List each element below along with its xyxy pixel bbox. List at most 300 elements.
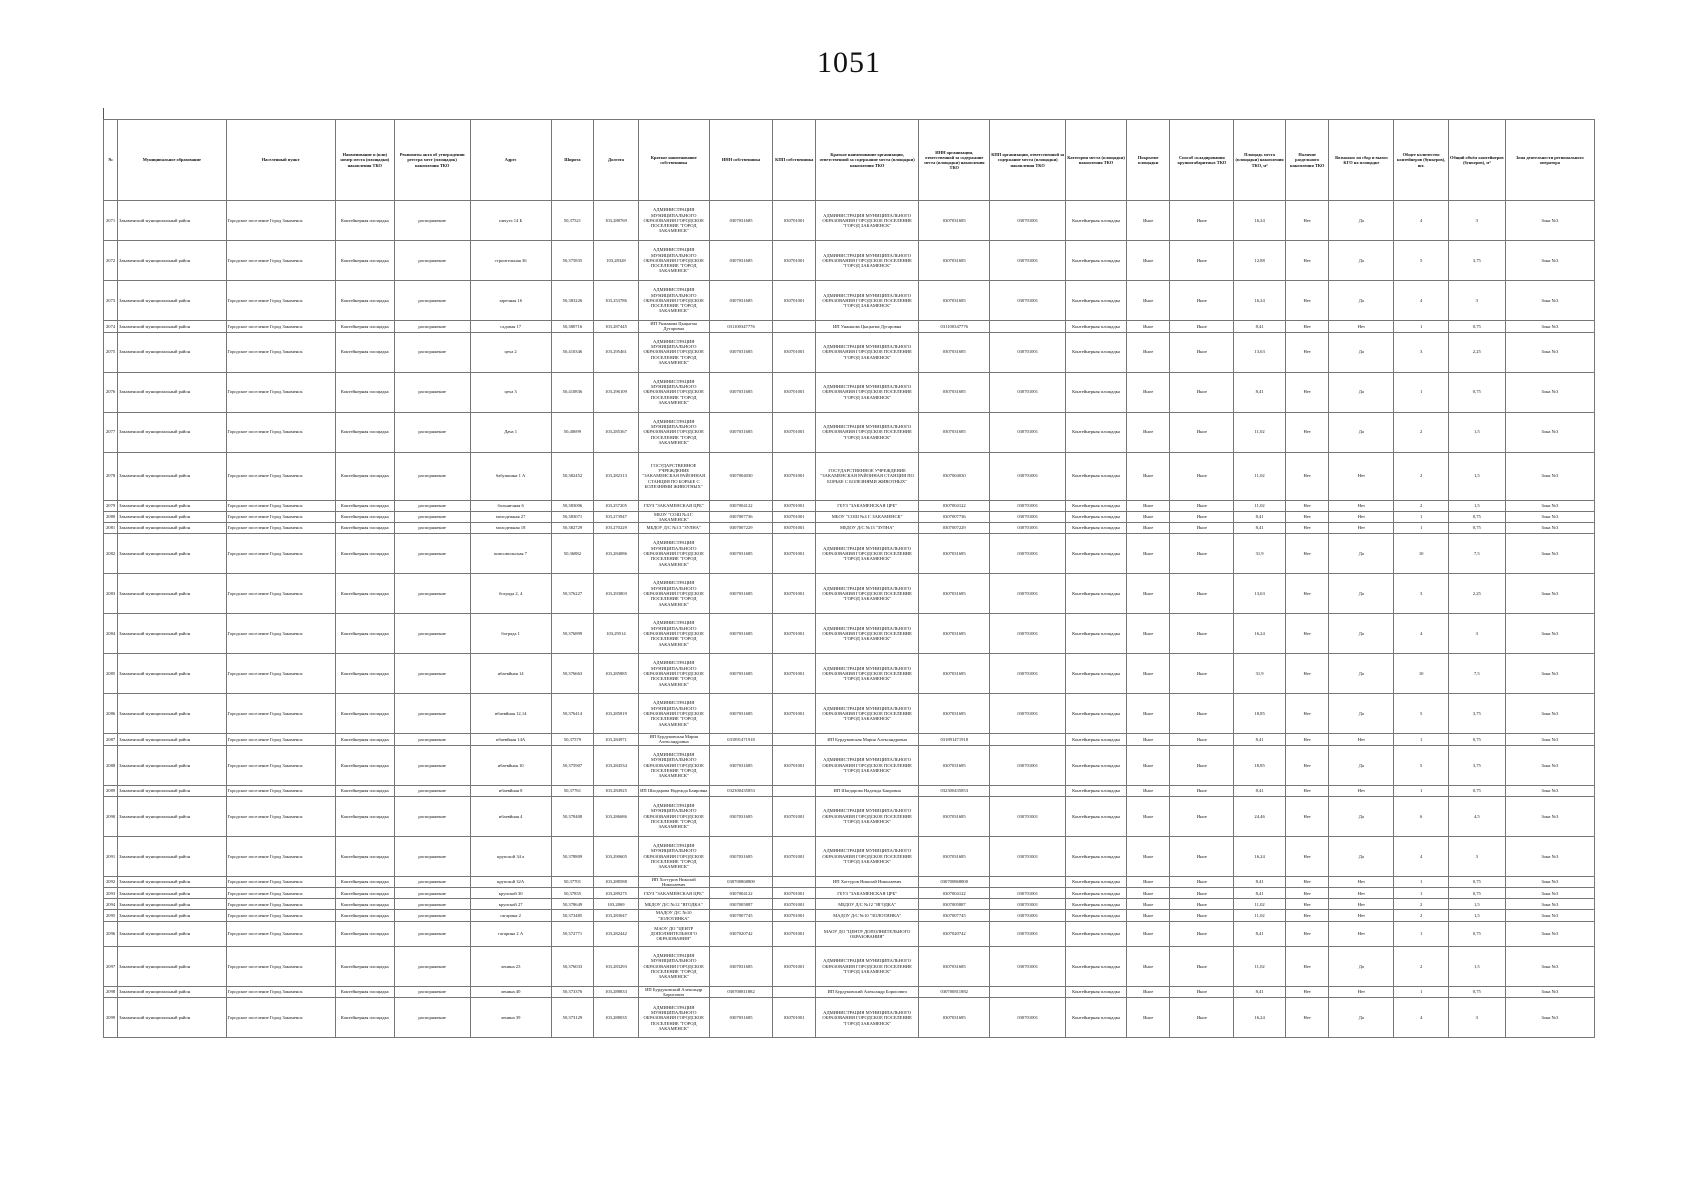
cell-can: Да (1329, 614, 1394, 654)
cell-cov: Иное (1126, 574, 1170, 614)
cell-cov: Иное (1126, 745, 1170, 785)
cell-cnt: 4 (1394, 201, 1449, 241)
cell-oinn: 0307031685 (919, 654, 990, 694)
cell-addr: бабушкина 1 А (470, 452, 551, 500)
table-row (104, 888, 1595, 899)
cell-okpp: 030701001 (990, 614, 1066, 654)
cell-lon: 103,284534 (594, 745, 639, 785)
cell-okpp: 030701001 (990, 654, 1066, 694)
cell-addr: гагарина 2 А (470, 921, 551, 946)
cell-act: распоряжение (394, 241, 470, 281)
table-row (104, 321, 1595, 333)
cell-zone: Зона №3 (1505, 452, 1594, 500)
cell-org: МАДОУ Д/С №10 "ЗОЛОТИНКА" (815, 910, 918, 922)
cell-vol: 0,75 (1448, 321, 1505, 333)
cell-n: 2071 (104, 201, 118, 241)
cell-cnt: 2 (1394, 946, 1449, 986)
table-row (104, 745, 1595, 785)
cell-np: Городское поселение Город Закаменск (226, 876, 335, 888)
cell-addr: крупской 32А (470, 876, 551, 888)
cell-name: Контейнерная площадка (335, 998, 394, 1038)
cell-can: Да (1329, 412, 1394, 452)
cell-kgo: Иное (1170, 452, 1234, 500)
cell-own: АДМИНИСТРАЦИЯ МУНИЦИПАЛЬНОГО ОБРАЗОВАНИЯ ГОРОДСКОЕ ПОСЕЛЕНИЕ "ГОРОД ЗАКАМЕНСК" (638, 534, 709, 574)
cell-kgo: Иное (1170, 372, 1234, 412)
header-cell: ИНН собственника (709, 120, 773, 201)
table-row (104, 946, 1595, 986)
cell-np: Городское поселение Город Закаменск (226, 332, 335, 372)
cell-lat: 50,383226 (551, 281, 594, 321)
cell-name: Контейнерная площадка (335, 694, 394, 734)
cell-inn: 0307004122 (709, 888, 773, 899)
cell-kgo: Иное (1170, 332, 1234, 372)
cell-cat: Контейнерная площадка (1066, 201, 1127, 241)
cell-sep: Нет (1285, 694, 1329, 734)
cell-act: распоряжение (394, 372, 470, 412)
cell-kpp (773, 986, 816, 998)
cell-area: 13,63 (1234, 574, 1286, 614)
cell-zone: Зона №3 (1505, 654, 1594, 694)
cell-can: Да (1329, 946, 1394, 986)
cell-zone: Зона №3 (1505, 796, 1594, 836)
cell-cov: Иное (1126, 946, 1170, 986)
cell-addr: крупской 27 (470, 899, 551, 910)
cell-inn: 0307031685 (709, 574, 773, 614)
cell-cov: Иное (1126, 534, 1170, 574)
cell-cnt: 4 (1394, 281, 1449, 321)
cell-cnt: 1 (1394, 888, 1449, 899)
cell-org: АДМИНИСТРАЦИЯ МУНИЦИПАЛЬНОГО ОБРАЗОВАНИЯ ГОРОДСКОЕ ПОСЕЛЕНИЕ "ГОРОД ЗАКАМЕНСК" (815, 534, 918, 574)
cell-inn: 030700868800 (709, 876, 773, 888)
cell-oinn: 030700811882 (919, 986, 990, 998)
cell-act: распоряжение (394, 745, 470, 785)
cell-oinn: 0307031685 (919, 998, 990, 1038)
header-cell: Покрытие площадки (1126, 120, 1170, 201)
header-cell: ИНН организации, ответственной за содержание места (площадки) накопления ТКО (919, 120, 990, 201)
cell-own: АДМИНИСТРАЦИЯ МУНИЦИПАЛЬНОГО ОБРАЗОВАНИЯ ГОРОДСКОЕ ПОСЕЛЕНИЕ "ГОРОД ЗАКАМЕНСК" (638, 281, 709, 321)
cell-kpp: 030701001 (773, 998, 816, 1038)
cell-zone: Зона №3 (1505, 785, 1594, 796)
cell-org: АДМИНИСТРАЦИЯ МУНИЦИПАЛЬНОГО ОБРАЗОВАНИЯ ГОРОДСКОЕ ПОСЕЛЕНИЕ "ГОРОД ЗАКАМЕНСК" (815, 412, 918, 452)
cell-inn: 0307020742 (709, 921, 773, 946)
cell-cov: Иное (1126, 500, 1170, 511)
cell-sep: Нет (1285, 876, 1329, 888)
cell-np: Городское поселение Город Закаменск (226, 899, 335, 910)
cell-can: Нет (1329, 899, 1394, 910)
cell-sep: Нет (1285, 910, 1329, 922)
cell-org: АДМИНИСТРАЦИЯ МУНИЦИПАЛЬНОГО ОБРАЗОВАНИЯ ГОРОДСКОЕ ПОСЕЛЕНИЕ "ГОРОД ЗАКАМЕНСК" (815, 372, 918, 412)
cell-kpp: 030701001 (773, 500, 816, 511)
cell-own: МБДОУ Д/С №13 "ЗУЛНА" (638, 523, 709, 534)
cell-own: АДМИНИСТРАЦИЯ МУНИЦИПАЛЬНОГО ОБРАЗОВАНИЯ ГОРОДСКОЕ ПОСЕЛЕНИЕ "ГОРОД ЗАКАМЕНСК" (638, 654, 709, 694)
cell-cnt: 4 (1394, 998, 1449, 1038)
cell-org: МБДОУ Д/С №13 "ЗУЛНА" (815, 523, 918, 534)
cell-cat: Контейнерная площадка (1066, 452, 1127, 500)
cell-act: распоряжение (394, 796, 470, 836)
cell-n: 2086 (104, 694, 118, 734)
cell-cat: Контейнерная площадка (1066, 574, 1127, 614)
cell-act: распоряжение (394, 910, 470, 922)
cell-kgo: Иное (1170, 321, 1234, 333)
cell-okpp: 030701001 (990, 281, 1066, 321)
cell-np: Городское поселение Город Закаменск (226, 998, 335, 1038)
cell-okpp: 030701001 (990, 888, 1066, 899)
cell-act: распоряжение (394, 412, 470, 452)
cell-cov: Иное (1126, 888, 1170, 899)
cell-oinn: 0307020742 (919, 921, 990, 946)
cell-cnt: 2 (1394, 910, 1449, 922)
cell-sep: Нет (1285, 332, 1329, 372)
cell-lat: 50,375835 (551, 241, 594, 281)
cell-cov: Иное (1126, 201, 1170, 241)
table-row (104, 500, 1595, 511)
cell-addr: ленина 39 (470, 998, 551, 1038)
table-row (104, 452, 1595, 500)
cell-own: АДМИНИСТРАЦИЯ МУНИЦИПАЛЬНОГО ОБРАЗОВАНИЯ ГОРОДСКОЕ ПОСЕЛЕНИЕ "ГОРОД ЗАКАМЕНСК" (638, 332, 709, 372)
cell-kgo: Иное (1170, 201, 1234, 241)
cell-np: Городское поселение Город Закаменск (226, 372, 335, 412)
cell-cat: Контейнерная площадка (1066, 876, 1127, 888)
cell-zone: Зона №3 (1505, 888, 1594, 899)
cell-cat: Контейнерная площадка (1066, 899, 1127, 910)
cell-lat: 50,376899 (551, 614, 594, 654)
cell-area: 11,02 (1234, 946, 1286, 986)
cell-can: Да (1329, 998, 1394, 1038)
cell-can: Да (1329, 372, 1394, 412)
cell-cat: Контейнерная площадка (1066, 534, 1127, 574)
cell-cnt: 1 (1394, 372, 1449, 412)
cell-np: Городское поселение Город Закаменск (226, 281, 335, 321)
cell-area: 11,02 (1234, 452, 1286, 500)
cell-oinn: 0307031685 (919, 796, 990, 836)
cell-name: Контейнерная площадка (335, 500, 394, 511)
cell-sep: Нет (1285, 534, 1329, 574)
cell-org: ГБУЗ "ЗАКАМЕНСКАЯ ЦРБ" (815, 500, 918, 511)
header-cell: Зона деятельности регионального оператора (1505, 120, 1594, 201)
cell-cnt: 3 (1394, 332, 1449, 372)
cell-org: АДМИНИСТРАЦИЯ МУНИЦИПАЛЬНОГО ОБРАЗОВАНИЯ ГОРОДСКОЕ ПОСЕЛЕНИЕ "ГОРОД ЗАКАМЕНСК" (815, 241, 918, 281)
cell-can: Да (1329, 654, 1394, 694)
cell-own: МБОУ "СОШ №4 Г. ЗАКАМЕНСК" (638, 511, 709, 523)
cell-name: Контейнерная площадка (335, 899, 394, 910)
cell-cov: Иное (1126, 281, 1170, 321)
cell-zone: Зона №3 (1505, 332, 1594, 372)
cell-n: 2073 (104, 281, 118, 321)
cell-act: распоряжение (394, 694, 470, 734)
cell-kgo: Иное (1170, 910, 1234, 922)
cell-act: распоряжение (394, 574, 470, 614)
cell-okpp: 030701001 (990, 500, 1066, 511)
cell-vol: 0,75 (1448, 372, 1505, 412)
waste-sites-register-table (103, 119, 1595, 1038)
cell-mo: Закаменский муниципальный район (118, 452, 226, 500)
cell-oinn: 0307031685 (919, 372, 990, 412)
cell-zone: Зона №3 (1505, 876, 1594, 888)
cell-name: Контейнерная площадка (335, 534, 394, 574)
cell-n: 2088 (104, 745, 118, 785)
cell-vol: 3,75 (1448, 745, 1505, 785)
cell-okpp: 030701001 (990, 745, 1066, 785)
cell-act: распоряжение (394, 534, 470, 574)
cell-mo: Закаменский муниципальный район (118, 574, 226, 614)
cell-inn: 0307031685 (709, 745, 773, 785)
cell-np: Городское поселение Город Закаменск (226, 836, 335, 876)
cell-np: Городское поселение Город Закаменск (226, 888, 335, 899)
cell-sep: Нет (1285, 500, 1329, 511)
cell-own: АДМИНИСТРАЦИЯ МУНИЦИПАЛЬНОГО ОБРАЗОВАНИЯ ГОРОДСКОЕ ПОСЕЛЕНИЕ "ГОРОД ЗАКАМЕНСК" (638, 946, 709, 986)
header-cell: № (104, 120, 118, 201)
cell-lon: 103,284086 (594, 534, 639, 574)
cell-area: 16,24 (1234, 614, 1286, 654)
cell-inn: 0307004030 (709, 452, 773, 500)
cell-lat: 50,37835 (551, 888, 594, 899)
cell-cov: Иное (1126, 899, 1170, 910)
cell-lon: 103,29514 (594, 614, 639, 654)
cell-zone: Зона №3 (1505, 614, 1594, 654)
cell-name: Контейнерная площадка (335, 201, 394, 241)
cell-cat: Контейнерная площадка (1066, 614, 1127, 654)
cell-np: Городское поселение Город Закаменск (226, 654, 335, 694)
cell-okpp: 030701001 (990, 511, 1066, 523)
cell-name: Контейнерная площадка (335, 876, 394, 888)
cell-sep: Нет (1285, 986, 1329, 998)
cell-lat: 50,376663 (551, 654, 594, 694)
cell-zone: Зона №3 (1505, 998, 1594, 1038)
cell-lat: 50,378809 (551, 836, 594, 876)
cell-kgo: Иное (1170, 836, 1234, 876)
cell-zone: Зона №3 (1505, 511, 1594, 523)
cell-sep: Нет (1285, 998, 1329, 1038)
table-row (104, 511, 1595, 523)
cell-np: Городское поселение Город Закаменск (226, 201, 335, 241)
cell-cnt: 6 (1394, 796, 1449, 836)
cell-cnt: 5 (1394, 694, 1449, 734)
cell-mo: Закаменский муниципальный район (118, 910, 226, 922)
cell-kgo: Иное (1170, 654, 1234, 694)
cell-org: ИП Хогтуров Николай Николаевич (815, 876, 918, 888)
cell-kpp (773, 734, 816, 746)
cell-okpp (990, 986, 1066, 998)
cell-lon: 103,282442 (594, 921, 639, 946)
cell-lat: 50,372771 (551, 921, 594, 946)
cell-kgo: Иное (1170, 899, 1234, 910)
cell-oinn: 0307031685 (919, 745, 990, 785)
cell-inn: 0307007745 (709, 910, 773, 922)
cell-can: Да (1329, 241, 1394, 281)
cell-np: Городское поселение Город Закаменск (226, 921, 335, 946)
cell-addr: крупской 34 а (470, 836, 551, 876)
cell-cov: Иное (1126, 836, 1170, 876)
cell-n: 2093 (104, 888, 118, 899)
table-row (104, 694, 1595, 734)
cell-area: 31,9 (1234, 534, 1286, 574)
cell-addr: ибаевйная 10 (470, 745, 551, 785)
cell-cov: Иное (1126, 734, 1170, 746)
cell-cnt: 1 (1394, 734, 1449, 746)
cell-okpp: 030701001 (990, 574, 1066, 614)
cell-lat: 50,383006 (551, 500, 594, 511)
cell-kpp: 030701001 (773, 836, 816, 876)
cell-lon: 103,296109 (594, 372, 639, 412)
cell-okpp (990, 321, 1066, 333)
cell-kgo: Иное (1170, 523, 1234, 534)
cell-mo: Закаменский муниципальный район (118, 986, 226, 998)
cell-addr: ибаевйная 4 (470, 796, 551, 836)
cell-can: Да (1329, 281, 1394, 321)
cell-own: ГБУЗ "ЗАКАМЕНСКАЯ ЦРБ" (638, 888, 709, 899)
cell-own: ИП Бурдуковский Александр Борисович (638, 986, 709, 998)
cell-oinn: 0307031685 (919, 574, 990, 614)
cell-lat: 50,378408 (551, 796, 594, 836)
cell-kpp: 030701001 (773, 614, 816, 654)
cell-lat: 50,378649 (551, 899, 594, 910)
cell-can: Да (1329, 796, 1394, 836)
table-body (104, 201, 1595, 1038)
table-row (104, 332, 1595, 372)
header-cell: Наименование и (или) номер места (площадки) накопления ТКО (335, 120, 394, 201)
cell-act: распоряжение (394, 321, 470, 333)
cell-lon: 103,2869 (594, 899, 639, 910)
cell-cnt: 10 (1394, 654, 1449, 694)
cell-own: АДМИНИСТРАЦИЯ МУНИЦИПАЛЬНОГО ОБРАЗОВАНИЯ ГОРОДСКОЕ ПОСЕЛЕНИЕ "ГОРОД ЗАКАМЕНСК" (638, 574, 709, 614)
cell-name: Контейнерная площадка (335, 332, 394, 372)
cell-org: МБДОУ Д/С №12 "ЯГОДКА" (815, 899, 918, 910)
cell-oinn: 0307031685 (919, 332, 990, 372)
cell-oinn: 0307031685 (919, 201, 990, 241)
cell-sep: Нет (1285, 921, 1329, 946)
cell-np: Городское поселение Город Закаменск (226, 796, 335, 836)
cell-cat: Контейнерная площадка (1066, 500, 1127, 511)
cell-lat: 50,380716 (551, 321, 594, 333)
cell-oinn: 0307004122 (919, 888, 990, 899)
cell-cat: Контейнерная площадка (1066, 986, 1127, 998)
cell-inn: 0307031685 (709, 332, 773, 372)
cell-cov: Иное (1126, 332, 1170, 372)
cell-okpp: 030701001 (990, 372, 1066, 412)
cell-cov: Иное (1126, 785, 1170, 796)
cell-zone: Зона №3 (1505, 574, 1594, 614)
cell-name: Контейнерная площадка (335, 836, 394, 876)
cell-act: распоряжение (394, 876, 470, 888)
cell-own: ГБУЗ "ЗАКАМЕНСКАЯ ЦРБ" (638, 500, 709, 511)
table-row (104, 785, 1595, 796)
cell-cat: Контейнерная площадка (1066, 785, 1127, 796)
cell-zone: Зона №3 (1505, 986, 1594, 998)
cell-oinn: 0307031685 (919, 946, 990, 986)
cell-mo: Закаменский муниципальный район (118, 899, 226, 910)
cell-n: 2085 (104, 654, 118, 694)
cell-mo: Закаменский муниципальный район (118, 372, 226, 412)
cell-lon: 103,290605 (594, 836, 639, 876)
cell-act: распоряжение (394, 888, 470, 899)
cell-inn: 0307031685 (709, 534, 773, 574)
cell-cat: Контейнерная площадка (1066, 694, 1127, 734)
cell-can: Да (1329, 574, 1394, 614)
cell-own: ИП Шагдарова Надежда Баировна (638, 785, 709, 796)
cell-act: распоряжение (394, 281, 470, 321)
header-cell: Населенный пункт (226, 120, 335, 201)
cell-lat: 50,37521 (551, 201, 594, 241)
cell-lat: 50,36882 (551, 534, 594, 574)
table-row (104, 921, 1595, 946)
cell-mo: Закаменский муниципальный район (118, 500, 226, 511)
cell-cat: Контейнерная площадка (1066, 946, 1127, 986)
cell-okpp: 030701001 (990, 899, 1066, 910)
cell-cov: Иное (1126, 452, 1170, 500)
cell-addr: молодежная 18 (470, 523, 551, 534)
cell-okpp: 030701001 (990, 910, 1066, 922)
cell-lon: 103,288833 (594, 986, 639, 998)
cell-cat: Контейнерная площадка (1066, 910, 1127, 922)
header-cell: Общее количество контейнеров (бункеров), шт. (1394, 120, 1449, 201)
cell-oinn: 032300435853 (919, 785, 990, 796)
cell-vol: 3 (1448, 281, 1505, 321)
cell-cnt: 1 (1394, 321, 1449, 333)
cell-inn: 032300435853 (709, 785, 773, 796)
header-cell: КПП организации, ответственной за содержание места (площадки) накопления ТКО (990, 120, 1066, 201)
cell-name: Контейнерная площадка (335, 946, 394, 986)
cell-area: 16,24 (1234, 998, 1286, 1038)
cell-inn: 0307007736 (709, 511, 773, 523)
cell-org: МАОУ ДО "ЦЕНТР ДОПОЛНИТЕЛЬНОГО ОБРАЗОВАНИЯ" (815, 921, 918, 946)
cell-lon: 103,288769 (594, 201, 639, 241)
cell-name: Контейнерная площадка (335, 785, 394, 796)
cell-lon: 103,286686 (594, 796, 639, 836)
cell-sep: Нет (1285, 745, 1329, 785)
cell-cat: Контейнерная площадка (1066, 321, 1127, 333)
cell-can: Нет (1329, 910, 1394, 922)
cell-own: ГОСУДАРСТВЕННОЕ УЧРЕЖДЕНИЕ "ЗАКАМЕНСКАЯ РАЙОННАЯ СТАНЦИЯ ПО БОРЬБЕ С БОЛЕЗНЯМИ ЖИВОТНЫХ" (638, 452, 709, 500)
cell-area: 8,41 (1234, 321, 1286, 333)
cell-cov: Иное (1126, 523, 1170, 534)
cell-sep: Нет (1285, 614, 1329, 654)
cell-area: 11,02 (1234, 899, 1286, 910)
cell-oinn: 031100347776 (919, 321, 990, 333)
cell-can: Да (1329, 694, 1394, 734)
cell-addr: ленина 23 (470, 946, 551, 986)
cell-cov: Иное (1126, 372, 1170, 412)
cell-n: 2076 (104, 372, 118, 412)
cell-kpp: 030701001 (773, 281, 816, 321)
cell-sep: Нет (1285, 412, 1329, 452)
cell-zone: Зона №3 (1505, 500, 1594, 511)
cell-inn: 0307031685 (709, 998, 773, 1038)
header-cell: Категория места (площадки) накопления ТКО (1066, 120, 1127, 201)
cell-act: распоряжение (394, 201, 470, 241)
cell-own: АДМИНИСТРАЦИЯ МУНИЦИПАЛЬНОГО ОБРАЗОВАНИЯ ГОРОДСКОЕ ПОСЕЛЕНИЕ "ГОРОД ЗАКАМЕНСК" (638, 796, 709, 836)
cell-cnt: 5 (1394, 241, 1449, 281)
cell-zone: Зона №3 (1505, 372, 1594, 412)
cell-vol: 0,75 (1448, 734, 1505, 746)
cell-area: 11,02 (1234, 500, 1286, 511)
cell-kpp: 030701001 (773, 201, 816, 241)
cell-cnt: 1 (1394, 876, 1449, 888)
cell-np: Городское поселение Город Закаменск (226, 785, 335, 796)
cell-lon: 103,284971 (594, 734, 639, 746)
cell-zone: Зона №3 (1505, 910, 1594, 922)
cell-oinn: 0307004122 (919, 500, 990, 511)
cell-okpp: 030701001 (990, 523, 1066, 534)
cell-act: распоряжение (394, 332, 470, 372)
cell-mo: Закаменский муниципальный район (118, 836, 226, 876)
table-row (104, 734, 1595, 746)
cell-cat: Контейнерная площадка (1066, 241, 1127, 281)
cell-sep: Нет (1285, 734, 1329, 746)
cell-name: Контейнерная площадка (335, 654, 394, 694)
cell-name: Контейнерная площадка (335, 921, 394, 946)
cell-n: 2098 (104, 986, 118, 998)
cell-np: Городское поселение Город Закаменск (226, 614, 335, 654)
